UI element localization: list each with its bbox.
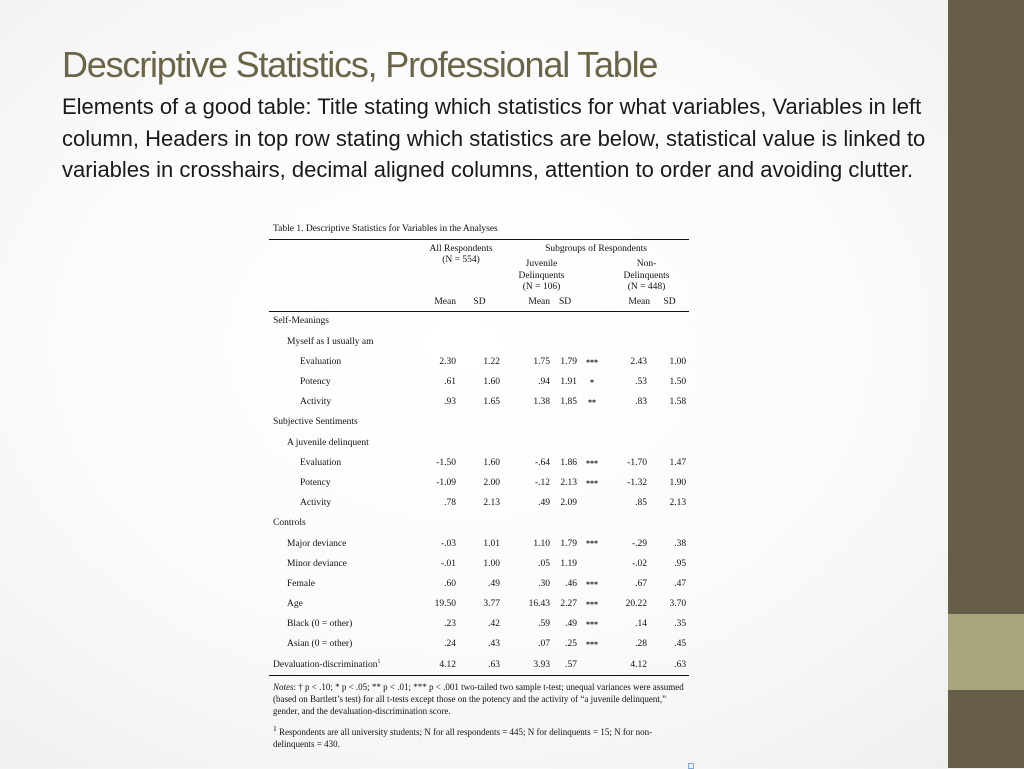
row-label	[269, 393, 419, 413]
row-label-text: Black (0 = other)	[287, 619, 353, 630]
juvenile-mean: .05	[538, 558, 551, 569]
footnote-text: Respondents are all university students; N for all respondents = 445; N for delinquents = 15; N for non-delinquents = 430.	[273, 727, 653, 750]
header-sd: SD	[456, 294, 503, 312]
non-delinquent-mean: -1.32	[627, 477, 648, 488]
all-mean: .23	[444, 619, 456, 630]
juvenile-sd	[550, 312, 580, 333]
non-delinquent-mean: .83	[635, 397, 648, 408]
row-label-text: Potency	[300, 377, 331, 388]
row-label	[269, 655, 419, 676]
juvenile-sd	[550, 433, 580, 453]
juvenile-mean: .49	[538, 498, 551, 509]
all-mean: .61	[444, 377, 456, 388]
table-row	[269, 595, 689, 615]
non-delinquent-mean	[604, 433, 650, 453]
all-mean	[419, 514, 456, 534]
all-mean: .24	[444, 639, 456, 650]
table-row	[269, 433, 689, 453]
significance: ***	[586, 357, 599, 367]
juvenile-mean: 1.75	[533, 356, 551, 367]
non-delinquent-sd: .45	[674, 639, 687, 650]
all-sd: .43	[488, 639, 501, 650]
non-delinquent-sd: .35	[674, 619, 687, 630]
slide-body-text: Elements of a good table: Title stating which statistics for what variables, Variables in left column, Headers in top row stating which statistics are below, statistical value is linked to variables in crosshairs, decimal aligned columns, attention to order and avoiding clutter.	[62, 94, 926, 182]
non-delinquent-sd: 2.13	[669, 498, 687, 509]
juvenile-mean: .59	[538, 619, 551, 630]
table-body	[269, 312, 689, 676]
significance	[580, 413, 604, 433]
all-mean: 19.50	[434, 599, 456, 610]
row-label-text: Controls	[273, 518, 306, 529]
non-delinquent-mean: -.29	[631, 538, 648, 549]
non-delinquent-mean: -1.70	[627, 457, 648, 468]
row-label	[269, 635, 419, 655]
row-label	[269, 453, 419, 473]
juvenile-sd: .25	[565, 639, 578, 650]
juvenile-sd: .46	[565, 578, 578, 589]
juvenile-mean: .07	[538, 639, 551, 650]
table-row	[269, 514, 689, 534]
non-delinquent-sd	[650, 312, 689, 333]
row-label	[269, 373, 419, 393]
non-delinquent-sd: .63	[650, 655, 689, 676]
non-delinquent-sd: 1.90	[669, 477, 687, 488]
non-delinquent-mean: .14	[635, 619, 648, 630]
row-label	[269, 352, 419, 372]
all-mean: -1.09	[436, 477, 456, 488]
table-row	[269, 655, 689, 676]
all-mean: .93	[444, 397, 456, 408]
row-label-text: Activity	[300, 397, 332, 408]
juvenile-mean: -.64	[534, 457, 551, 468]
significance: ***	[586, 640, 599, 650]
table-row	[269, 332, 689, 352]
descriptive-statistics-table	[269, 239, 689, 676]
row-label-text: Asian (0 = other)	[287, 639, 353, 650]
all-respondents-label: All Respondents	[429, 244, 493, 254]
row-label-text: Devaluation-discrimination	[273, 660, 378, 671]
juvenile-n: (N = 106)	[522, 282, 561, 293]
table-row	[269, 312, 689, 333]
all-sd: 1.00	[483, 558, 501, 569]
non-delinquent-sd: .95	[674, 558, 687, 569]
row-label	[269, 554, 419, 574]
non-delinquent-sd: 3.70	[669, 599, 687, 610]
all-mean	[419, 332, 456, 352]
all-mean: .78	[444, 498, 456, 509]
notes-label: Notes	[273, 682, 294, 693]
juvenile-mean: -.12	[534, 477, 551, 488]
juvenile-sd: 1.19	[560, 558, 578, 569]
table-row	[269, 393, 689, 413]
juvenile-sd	[550, 332, 580, 352]
non-delinquent-sd: 1.58	[669, 397, 687, 408]
all-sd: 3.77	[483, 599, 501, 610]
non-delinquent-mean	[604, 413, 650, 433]
non-delinquent-mean	[604, 514, 650, 534]
all-sd: 2.13	[483, 498, 501, 509]
header-sd: SD	[550, 294, 580, 312]
significance: ***	[586, 579, 599, 589]
significance: ***	[586, 599, 599, 609]
significance	[580, 312, 604, 333]
significance: ***	[586, 478, 599, 488]
all-sd	[456, 433, 503, 453]
row-label	[269, 514, 419, 534]
all-sd: 2.00	[483, 477, 501, 488]
significance: *	[590, 377, 595, 387]
non-delinquent-mean: 4.12	[604, 655, 650, 676]
row-label-text: Potency	[300, 477, 331, 488]
sidebar-accent-square	[948, 614, 1024, 690]
footnote-marker: 1	[377, 659, 381, 666]
all-sd	[456, 312, 503, 333]
juvenile-mean: .30	[538, 578, 551, 589]
footnote-marker: 1	[273, 724, 277, 734]
significance	[580, 514, 604, 534]
juvenile-mean	[503, 312, 550, 333]
non-delinquent-mean: -.02	[631, 558, 648, 569]
row-label	[269, 595, 419, 615]
all-sd: .42	[488, 619, 501, 630]
significance	[580, 655, 604, 676]
juvenile-mean: .94	[538, 377, 551, 388]
table-image	[269, 224, 689, 750]
row-label	[269, 615, 419, 635]
juvenile-mean: 16.43	[528, 599, 551, 610]
row-label	[269, 332, 419, 352]
non-delinquent-mean: 20.22	[625, 599, 648, 610]
significance: **	[588, 398, 597, 408]
non-delinquent-label: Non-	[636, 259, 657, 270]
row-label	[269, 575, 419, 595]
juvenile-sd: 1.79	[560, 538, 578, 549]
corner-mark	[688, 763, 694, 769]
non-delinquent-sd: 1.50	[669, 377, 687, 388]
row-label	[269, 433, 419, 453]
juvenile-sd: 1.86	[560, 457, 578, 468]
row-label-text: Activity	[300, 498, 332, 509]
all-mean: -.01	[440, 558, 456, 569]
all-sd	[456, 413, 503, 433]
significance	[580, 494, 604, 514]
header-sd: SD	[650, 294, 689, 312]
table-row	[269, 413, 689, 433]
all-sd: 1.22	[483, 356, 501, 367]
juvenile-sd: .57	[550, 655, 580, 676]
juvenile-sd: 1.79	[560, 356, 578, 367]
row-label-text: Self-Meanings	[273, 316, 329, 327]
juvenile-sd: 1.85	[560, 397, 578, 408]
row-label-text: Major deviance	[287, 538, 347, 549]
non-delinquent-sd	[650, 433, 689, 453]
header-mean: Mean	[419, 294, 456, 312]
significance: ***	[586, 458, 599, 468]
all-sd: 1.60	[483, 377, 501, 388]
row-label-text: Evaluation	[300, 356, 342, 367]
row-label	[269, 312, 419, 333]
non-delinquent-mean: .85	[635, 498, 648, 509]
all-sd: 1.60	[483, 457, 501, 468]
row-label-text: Evaluation	[300, 457, 342, 468]
all-mean: 4.12	[419, 655, 456, 676]
non-delinquent-mean	[604, 312, 650, 333]
table-row	[269, 534, 689, 554]
header-mean: Mean	[604, 294, 650, 312]
all-mean	[419, 312, 456, 333]
juvenile-label-2: Delinquents	[518, 270, 565, 281]
all-mean: .60	[444, 578, 456, 589]
row-label-text: A juvenile delinquent	[287, 437, 369, 448]
notes-text: : † p < .10; * p < .05; ** p < .01; *** p < .001 two-tailed two sample t-test; unequal variances were assumed (based on Bartlett’s test) for all t-tests except those on the potency and the activity of “a juvenile delinquent,” gender, and the devaluation-discrimination score.	[273, 682, 684, 717]
all-sd	[456, 332, 503, 352]
table-row	[269, 474, 689, 494]
non-delinquent-label-2: Delinquents	[623, 270, 670, 281]
juvenile-mean: 1.38	[533, 397, 551, 408]
all-mean: 2.30	[439, 356, 456, 367]
juvenile-mean	[503, 332, 550, 352]
all-mean: -1.50	[436, 457, 456, 468]
table-row	[269, 453, 689, 473]
table-row	[269, 494, 689, 514]
all-sd: .63	[456, 655, 503, 676]
juvenile-sd	[550, 514, 580, 534]
header-mean: Mean	[503, 294, 550, 312]
row-label-text: Age	[287, 599, 303, 610]
non-delinquent-sd	[650, 413, 689, 433]
non-delinquent-sd: .47	[674, 578, 687, 589]
table-row	[269, 554, 689, 574]
all-sd: .49	[488, 578, 501, 589]
non-delinquent-sd: 1.00	[669, 356, 687, 367]
row-label-text: Myself as I usually am	[287, 336, 374, 347]
table-caption: Table 1. Descriptive Statistics for Variables in the Analyses	[273, 224, 498, 234]
table-row	[269, 635, 689, 655]
table-row	[269, 615, 689, 635]
juvenile-mean	[503, 514, 550, 534]
juvenile-sd	[550, 413, 580, 433]
non-delinquent-sd	[650, 514, 689, 534]
non-delinquent-mean: 2.43	[630, 356, 648, 367]
juvenile-mean	[503, 433, 550, 453]
table-row	[269, 352, 689, 372]
row-label	[269, 534, 419, 554]
row-label-text: Female	[287, 578, 315, 589]
all-sd: 1.01	[483, 538, 501, 549]
non-delinquent-mean: .67	[635, 578, 648, 589]
row-label	[269, 494, 419, 514]
non-delinquent-n: (N = 448)	[627, 282, 666, 293]
table-row	[269, 373, 689, 393]
significance	[580, 554, 604, 574]
all-mean	[419, 433, 456, 453]
all-sd: 1.65	[483, 397, 501, 408]
all-mean: -.03	[440, 538, 456, 549]
juvenile-sd: 1.91	[560, 377, 578, 388]
juvenile-sd: 2.09	[560, 498, 578, 509]
row-label-text: Subjective Sentiments	[273, 417, 358, 428]
juvenile-mean: 3.93	[503, 655, 550, 676]
juvenile-sd: 2.27	[560, 599, 578, 610]
juvenile-mean: 1.10	[533, 538, 551, 549]
all-sd	[456, 514, 503, 534]
significance: ***	[586, 620, 599, 630]
slide-title: Descriptive Statistics, Professional Table	[62, 44, 658, 85]
non-delinquent-mean	[604, 332, 650, 352]
row-label-text: Minor deviance	[287, 558, 347, 569]
juvenile-sd: 2.13	[560, 477, 578, 488]
non-delinquent-sd: .38	[674, 538, 687, 549]
juvenile-label: Juvenile	[525, 259, 558, 270]
non-delinquent-sd: 1.47	[669, 457, 687, 468]
significance: ***	[586, 539, 599, 549]
all-mean	[419, 413, 456, 433]
table-notes	[269, 681, 685, 717]
row-label	[269, 474, 419, 494]
row-label	[269, 413, 419, 433]
non-delinquent-sd	[650, 332, 689, 352]
juvenile-sd: .49	[565, 619, 578, 630]
juvenile-mean	[503, 413, 550, 433]
table-footnote	[269, 723, 685, 750]
all-respondents-n: (N = 554)	[442, 255, 480, 266]
significance	[580, 332, 604, 352]
non-delinquent-mean: .53	[635, 377, 648, 388]
subgroups-label: Subgroups of Respondents	[545, 244, 647, 254]
significance	[580, 433, 604, 453]
non-delinquent-mean: .28	[635, 639, 648, 650]
table-row	[269, 575, 689, 595]
